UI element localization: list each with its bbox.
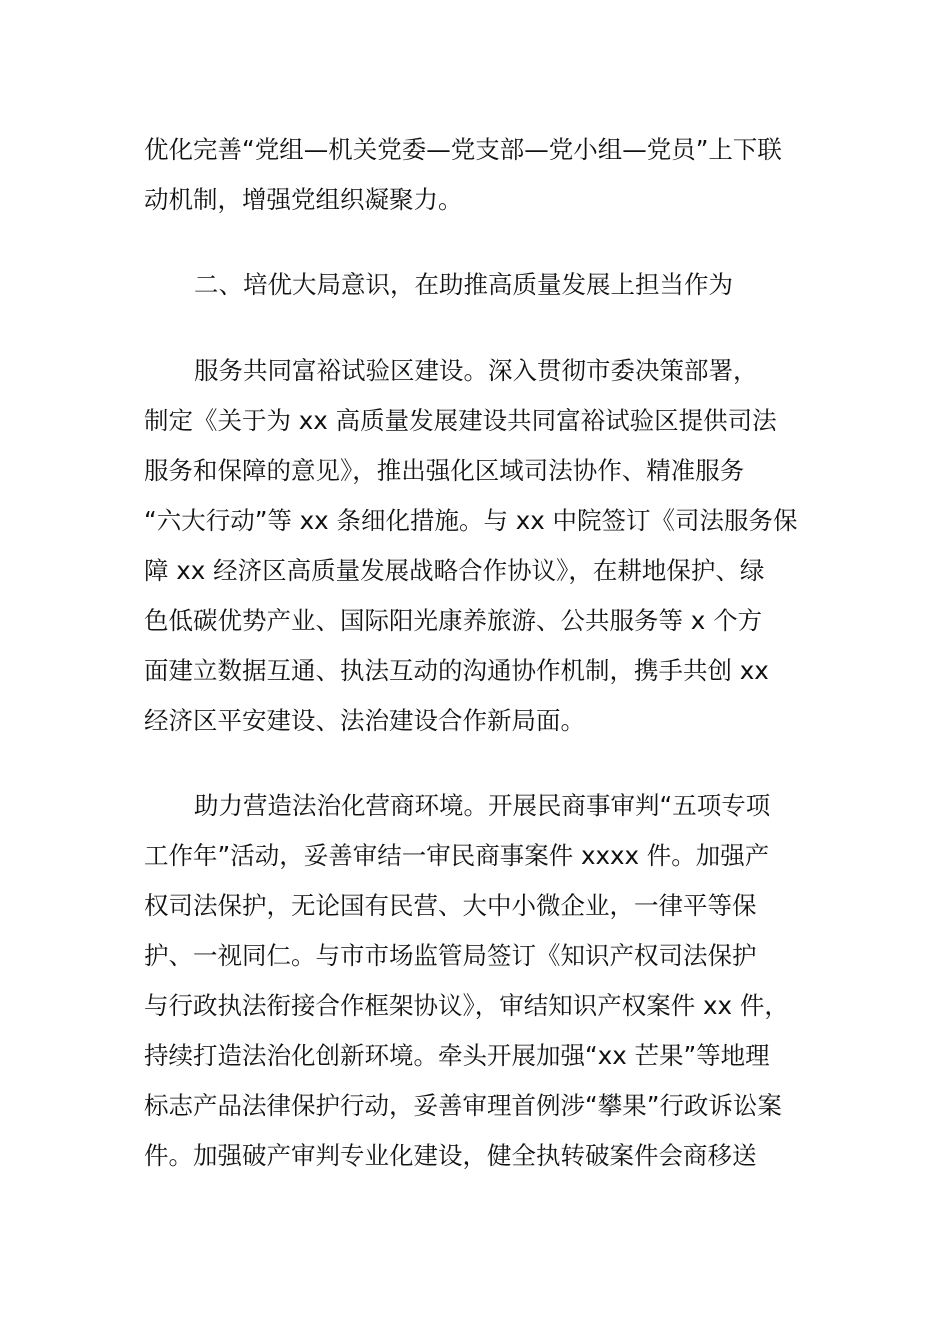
paragraph-3-line-5: 与行政执法衔接合作框架协议》，审结知识产权案件 xx 件，	[144, 991, 789, 1020]
paragraph-2-line-7: 面建立数据互通、执法互动的沟通协作机制，携手共创 xx	[144, 656, 769, 685]
paragraph-3-line-2: 工作年”活动，妥善审结一审民商事案件 xxxx 件。加强产	[144, 841, 770, 870]
paragraph-3-line-3: 权司法保护，无论国有民营、大中小微企业，一律平等保	[144, 891, 757, 920]
paragraph-3-line-1: 助力营造法治化营商环境。开展民商事审判“五项专项	[194, 791, 771, 820]
paragraph-2-line-3: 服务和保障的意见》，推出强化区域司法协作、精准服务	[144, 456, 745, 485]
paragraph-3-line-4: 护、一视同仁。与市市场监管局签订《知识产权司法保护	[144, 941, 757, 970]
paragraph-2-line-2: 制定《关于为 xx 高质量发展建设共同富裕试验区提供司法	[144, 406, 777, 435]
paragraph-1-line-1: 优化完善“党组—机关党委—党支部—党小组—党员”上下联	[144, 135, 782, 164]
paragraph-1-line-2: 动机制，增强党组织凝聚力。	[144, 185, 463, 214]
section-heading: 二、培优大局意识，在助推高质量发展上担当作为	[194, 270, 733, 299]
paragraph-2-line-8: 经济区平安建设、法治建设合作新局面。	[144, 706, 585, 735]
paragraph-2-line-6: 色低碳优势产业、国际阳光康养旅游、公共服务等 x 个方	[144, 606, 763, 635]
paragraph-3-line-8: 件。加强破产审判专业化建设，健全执转破案件会商移送	[144, 1141, 757, 1170]
paragraph-2-line-1: 服务共同富裕试验区建设。深入贯彻市委决策部署，	[194, 356, 758, 385]
paragraph-3-line-6: 持续打造法治化创新环境。牵头开展加强“xx 芒果”等地理	[144, 1041, 770, 1070]
paragraph-2-line-4: “六大行动”等 xx 条细化措施。与 xx 中院签订《司法服务保	[144, 506, 798, 535]
paragraph-3-line-7: 标志产品法律保护行动，妥善审理首例涉“攀果”行政诉讼案	[144, 1091, 782, 1120]
paragraph-2-line-5: 障 xx 经济区高质量发展战略合作协议》，在耕地保护、绿	[144, 556, 765, 585]
